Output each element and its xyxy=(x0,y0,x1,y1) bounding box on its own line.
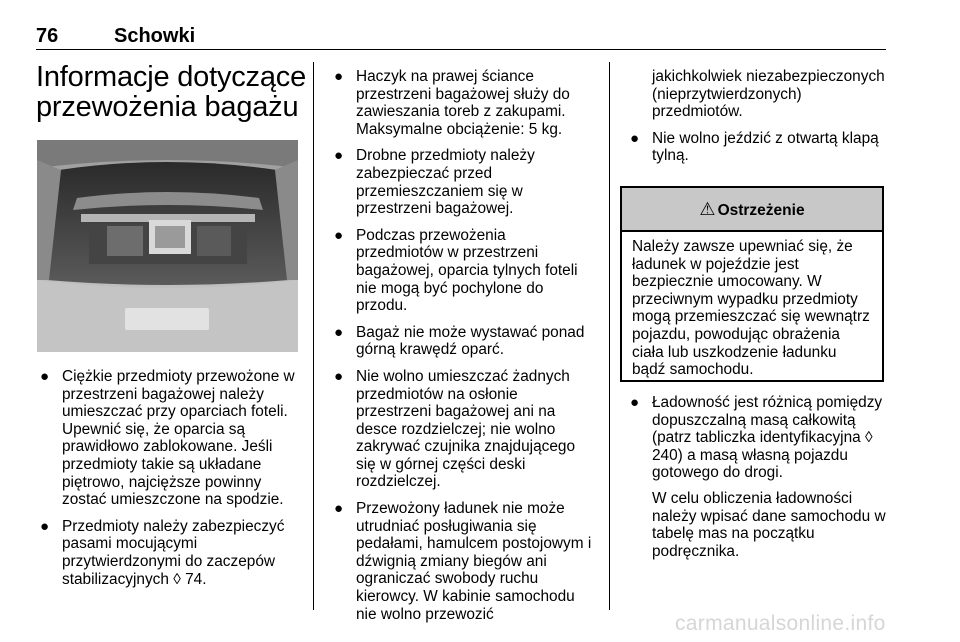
bullet-icon: ● xyxy=(334,500,344,518)
watermark: carmanualsonline.info xyxy=(675,612,886,635)
bullet-icon: ● xyxy=(630,394,640,411)
heading-line-2: przewożenia bagażu xyxy=(36,91,299,123)
column-divider-1 xyxy=(313,62,314,610)
header-rule xyxy=(36,49,886,50)
list-item: ● Nie wolno umieszczać żadnych przedmiotów na osłonie przestrzeni bagażowej ani na desce rozdzielczej; nie wolno zakrywać czujnika znajdującego się w górnej części deski rozdzielczej. xyxy=(334,367,576,491)
bullet-icon: ● xyxy=(334,226,344,244)
bullet-icon: ● xyxy=(40,368,50,385)
column-3 xyxy=(628,68,892,174)
list-item: ● Przewożony ładunek nie może utrudniać posługiwania się pedałami, hamulcem postojowym i dźwignią zmiany biegów ani ograniczać swobody ruchu kierowcy. W kabinie samochodu nie wolno przewozić xyxy=(334,500,592,623)
heading-line-1: Informacje dotyczące xyxy=(36,61,307,93)
list-item: ● Podczas przewożenia przedmiotów w przestrzeni bagażowej, oparcia tylnych foteli nie mogą być pochylone do przodu. xyxy=(334,226,578,315)
warning-header xyxy=(622,188,882,232)
list-item: ● Ładowność jest różnicą pomiędzy dopuszczalną masą całkowitą (patrz tabliczka identyfikacyjna ◊ 240) a masą własną pojazdu gotowego do drogi. W celu obliczenia ładowności należy wpisać dane samochodu w tabelę mas na początku podręcznika. xyxy=(630,394,886,560)
list-item: ● Bagaż nie może wystawać ponad górną krawędź oparć. xyxy=(334,323,585,359)
list-item: ● Drobne przedmioty należy zabezpieczać przed przemieszczaniem się w przestrzeni bagażowej. xyxy=(334,147,535,218)
column-3-lower xyxy=(628,394,892,569)
bullet-icon: ● xyxy=(334,147,344,165)
page-heading xyxy=(36,62,316,122)
list-item: ● Haczyk na prawej ściance przestrzeni bagażowej służy do zawieszania toreb z zakupami. Maksymalne obciążenie: 5 kg. xyxy=(334,68,570,138)
bullet-icon: ● xyxy=(334,323,344,341)
list-item: ● Nie wolno jeździć z otwartą klapą tylną. xyxy=(630,129,879,165)
list-item: ● Ciężkie przedmioty przewożone w przestrzeni bagażowej należy umieszczać przy oparciach foteli. Upewnić się, że oparcia są prawidłowo zablokowane. Jeśli przedmioty takie są układane piętrowo, najcięższe powinny zostać umieszczone na spodzie. xyxy=(40,368,295,509)
page-header xyxy=(36,8,886,48)
warning-triangle-icon: ⚠ xyxy=(699,199,716,219)
warning-box xyxy=(620,186,884,382)
list-item: ● Przedmioty należy zabezpieczyć pasami mocującymi przytwierdzonymi do zaczepów stabilizacyjnych ◊ 74. xyxy=(40,517,285,588)
trunk-illustration xyxy=(37,140,298,352)
bullet-icon: ● xyxy=(334,68,344,85)
section-title: Schowki xyxy=(114,25,196,47)
trunk-photo xyxy=(37,140,298,352)
bullet-icon: ● xyxy=(630,129,640,147)
column-1 xyxy=(38,368,300,597)
page-number: 76 xyxy=(36,25,59,47)
bullet-icon: ● xyxy=(334,367,344,385)
bullet-icon: ● xyxy=(40,517,50,535)
warning-title: Ostrzeżenie xyxy=(717,202,805,219)
column-divider-2 xyxy=(609,62,610,610)
warning-text: Należy zawsze upewniać się, że ładunek w pojeździe jest bezpiecznie umocowany. W przeciwnym wypadku przedmioty mogą przemieszczać się wewnątrz pojazdu, powodując obrażenia ciała lub uszkodzenie ładunku bądź samochodu. xyxy=(632,238,870,379)
continuation-text: jakichkolwiek niezabezpieczonych (nieprzytwierdzonych) przedmiotów. xyxy=(652,68,885,121)
column-2 xyxy=(332,68,594,632)
